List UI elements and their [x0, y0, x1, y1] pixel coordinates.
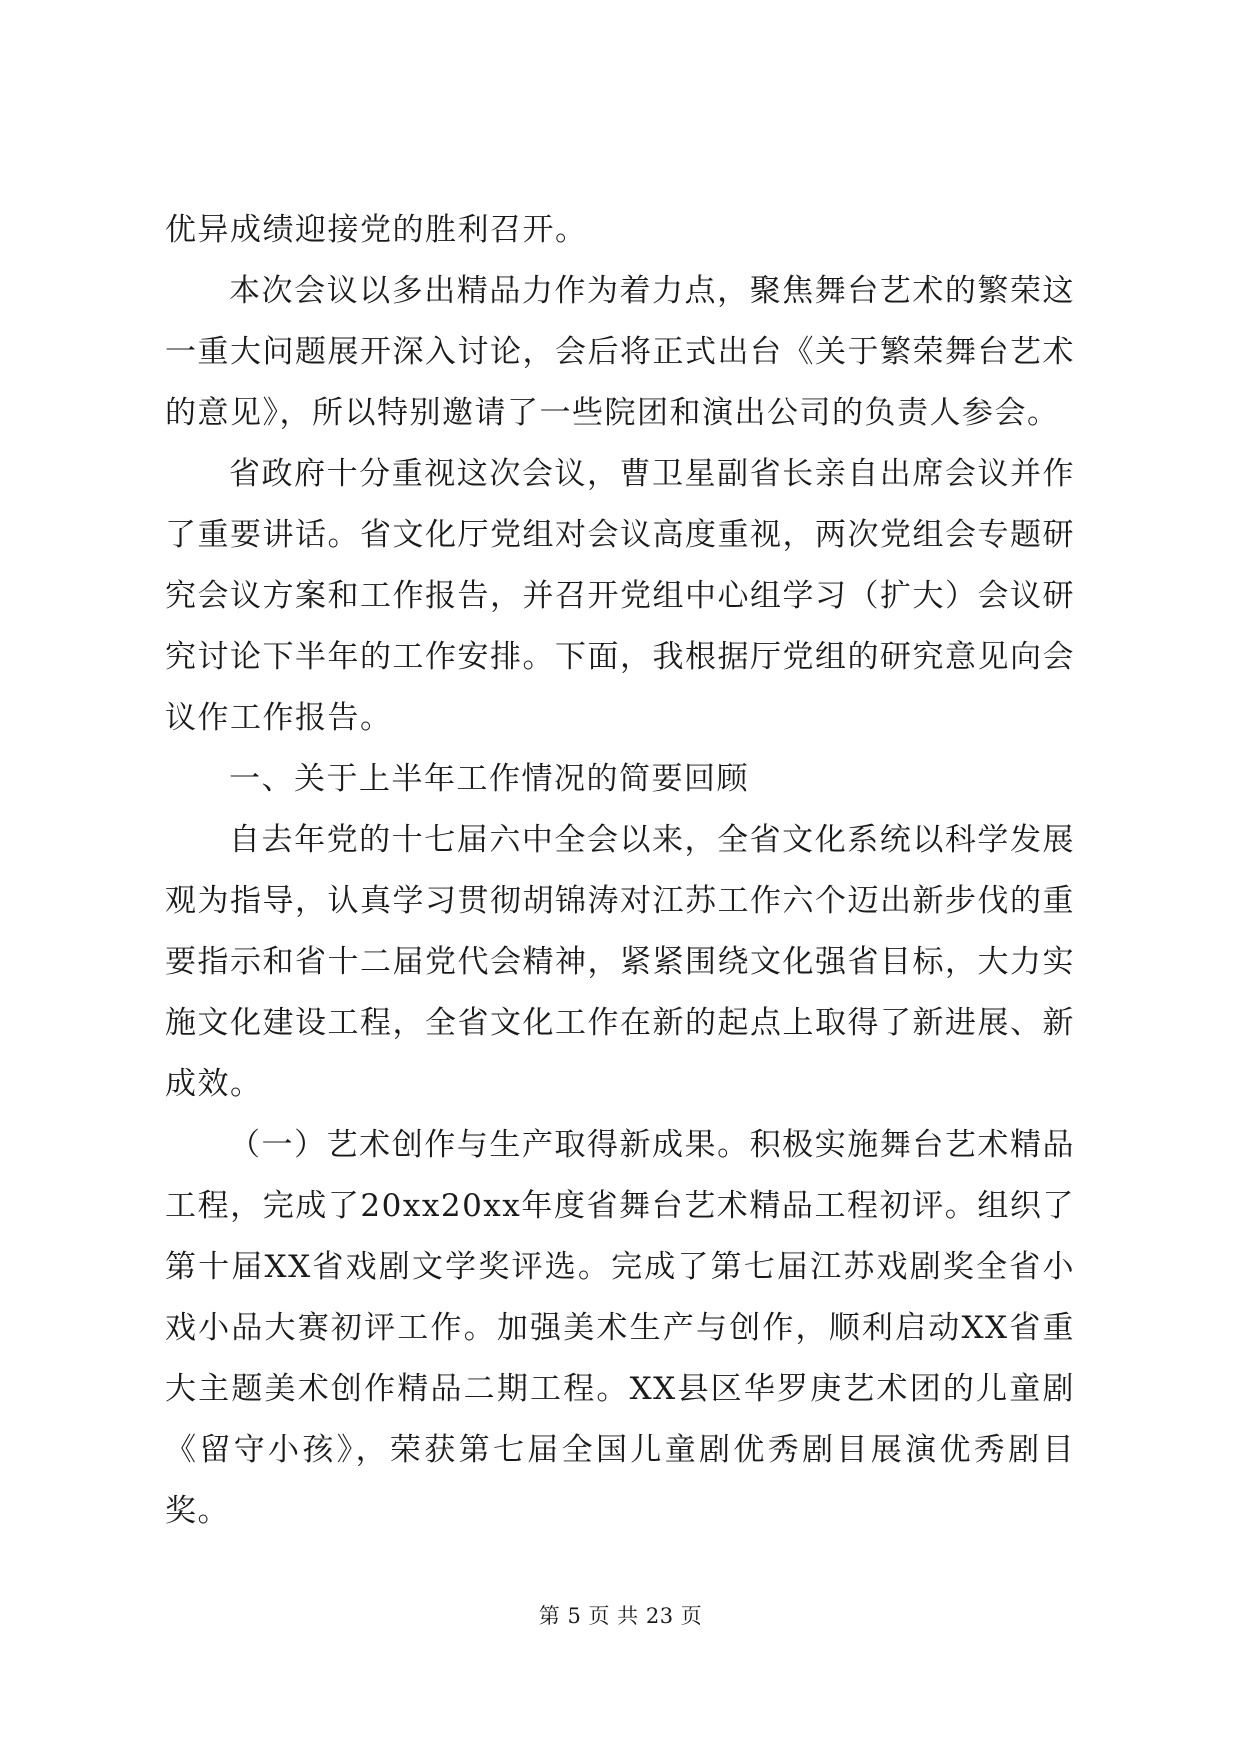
paragraph-review: 自去年党的十七届六中全会以来，全省文化系统以科学发展观为指导，认真学习贯彻胡锦涛对江苏工作六个迈出新步伐的重要指示和省十二届党代会精神，紧紧围绕文化强省目标，大力实施文化建设工程，全省文化工作在新的起点上取得了新进展、新成效。	[165, 822, 1075, 1102]
paragraph-government-attention: 省政府十分重视这次会议，曹卫星副省长亲自出席会议并作了重要讲话。省文化厅党组对会议高度重视，两次党组会专题研究会议方案和工作报告，并召开党组中心组学习（扩大）会议研究讨论下半年的工作安排。下面，我根据厅党组的研究意见向会议作工作报告。	[165, 456, 1075, 736]
section-heading: 一、关于上半年工作情况的简要回顾	[229, 761, 749, 797]
paragraph-meeting-focus: 本次会议以多出精品力作为着力点，聚焦舞台艺术的繁荣这一重大问题展开深入讨论，会后将正式出台《关于繁荣舞台艺术的意见》，所以特别邀请了一些院团和演出公司的负责人参会。	[165, 273, 1075, 431]
paragraph-art-creation: （一）艺术创作与生产取得新成果。积极实施舞台艺术精品工程，完成了20xx20xx年度省舞台艺术精品工程初评。组织了第十届XX省戏剧文学奖评选。完成了第七届江苏戏剧奖全省小戏小品大赛初评工作。加强美术生产与创作，顺利启动XX省重大主题美术创作精品二期工程。XX县区华罗庚艺术团的儿童剧《留守小孩》，荣获第七届全国儿童剧优秀剧目展演优秀剧目奖。	[165, 1127, 1075, 1529]
page-number-footer: 第 5 页 共 23 页	[538, 1604, 703, 1628]
paragraph-continuation: 优异成绩迎接党的胜利召开。	[165, 212, 588, 248]
document-body	[165, 200, 1075, 1542]
